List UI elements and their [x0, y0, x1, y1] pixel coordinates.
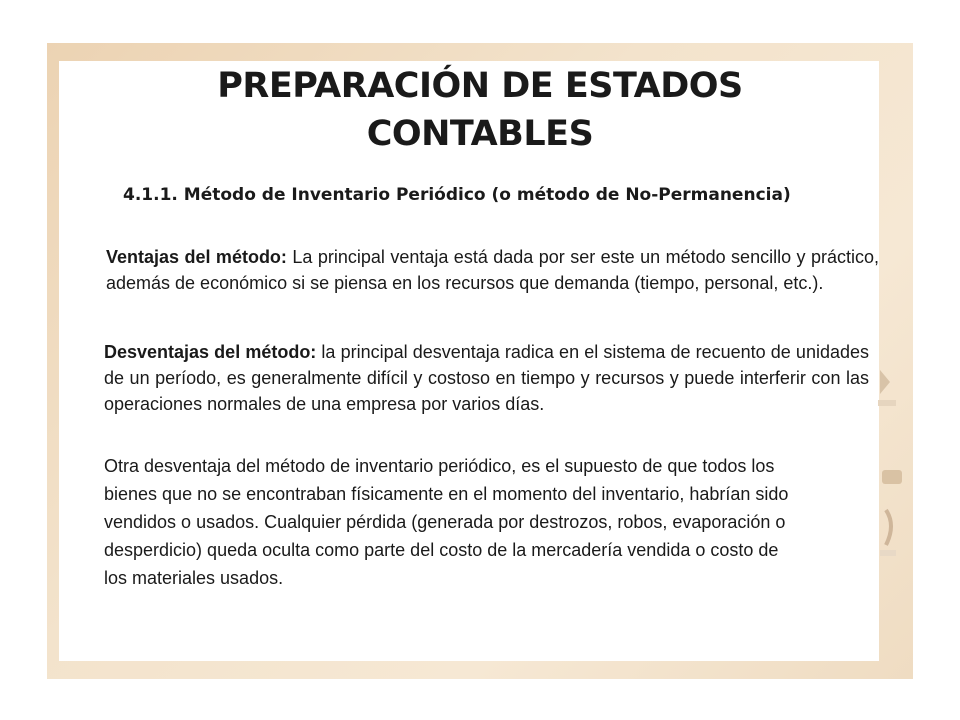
ventajas-paragraph [106, 244, 879, 296]
decorative-column-image [876, 360, 906, 580]
section-subtitle: 4.1.1. Método de Inventario Periódico (o método de No-Permanencia) [123, 185, 791, 205]
desventajas-label: Desventajas del método: [104, 342, 317, 362]
desventajas-text: la principal desventaja radica en el sistema de recuento de unidades de un período, es generalmente difícil y costoso en tiempo y recursos y puede interferir con las operaciones normales de una empresa por varios días. [104, 342, 869, 414]
desventajas-paragraph [104, 339, 869, 417]
ventajas-text: La principal ventaja está dada por ser este un método sencillo y práctico, además de económico si se piensa en los recursos que demanda (tiempo, personal, etc.). [106, 247, 880, 293]
slide-title: PREPARACIÓN DE ESTADOS CONTABLES [217, 66, 743, 154]
otra-desventaja-paragraph: Otra desventaja del método de inventario periódico, es el supuesto de que todos los bienes que no se encontraban físicamente en el momento del inventario, habrían sido vendidos o usados. Cualquier pérdida (generada por destrozos, robos, evaporación o desperdicio) queda oculta como parte del costo de la mercadería vendida o costo de los materiales usados. [104, 456, 789, 588]
ventajas-label: Ventajas del método: [106, 247, 287, 267]
